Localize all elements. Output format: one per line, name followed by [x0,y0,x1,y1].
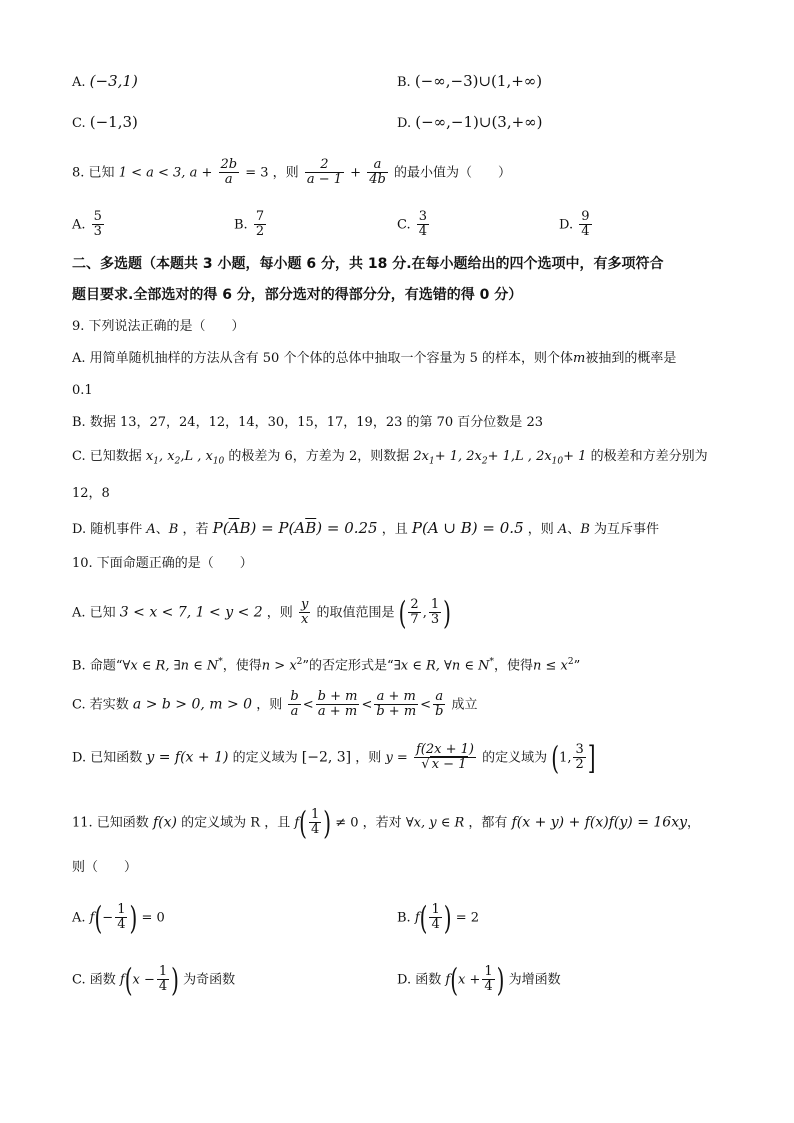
fraction: $\frac{b + m}{a + m}$ [317,689,358,720]
section-header-line2: 题目要求.全部选对的得 6 分，部分选对的得部分分，有选错的得 0 分） [72,287,523,303]
fraction: $\frac{3}{2}$ [575,742,584,773]
fraction: $\frac{1}{4}$ [158,964,168,995]
section-header-line1: 二、多选题（本题共 3 小题，每小题 6 分，共 18 分.在每小题给出的四个选项中，有多项符合 [72,256,664,272]
fraction: $\frac{b}{a}$ [290,689,299,720]
q11-option-b: B. f( $\frac{1}{4}$ ) = 2 [397,898,479,937]
q7-option-b-value: (−∞,−3)∪(1,+∞) [414,72,543,90]
q9-option-c: C. 已知数据 $x_1$, $x_2,L$ , $x_{10}$ 的极差为 6，方差为 2，则数据 $2x_1+ 1$, $2x_2+ 1,L$ , $2x_{10}+ 1$ 的极差和方差分别为 [72,449,708,467]
q9-option-b: B. 数据 13，27，24，12，14，30，15，17，19，23 的第 70 百分位数是 23 [72,415,543,430]
q8-option-d: D. $\frac{9}{4}$ [559,209,590,240]
fraction: $\frac{f(2x + 1)}{√ x - 1}$ [415,742,474,773]
fraction: $\frac{3}{4}$ [418,209,428,240]
fraction: $\frac{7}{2}$ [255,209,265,240]
q10-option-a: A. 已知 3 < x < 7, 1 < y < 2 ，则 $\frac{y}{x}$ 的取值范围是 ( $\frac{2}{7}$ , $\frac{1}{3}$ ) [72,593,451,632]
fraction: $\frac{y}{x}$ [300,597,309,628]
q7-option-a-value: (−3,1) [89,72,138,90]
q10-stem: 10. 下面命题正确的是（ ） [72,556,253,571]
fraction: $\frac{a}{b}$ [435,689,444,720]
q8-option-b: B. $\frac{7}{2}$ [234,209,265,240]
q9-option-a: A. 用简单随机抽样的方法从含有 50 个个体的总体中抽取一个容量为 5 的样本，则个体m被抽到的概率是 [72,351,677,366]
q10-option-c: C. 若实数 a > b > 0, m > 0 ，则 $\frac{b}{a}$ < $\frac{b + m}{a + m}$ < $\frac{a + m}{b + m}$ < $\frac{a}{b}$ 成立 [72,689,478,720]
fraction: $\frac{5}{3}$ [93,209,102,240]
q11-option-c: C. 函数 f(x − $\frac{1}{4}$ ) 为奇函数 [72,960,236,999]
q10-option-b: B. 命题“∀x ∈ R, ∃n ∈ N*，使得$n > x^2$”的否定形式是“∃x ∈ R, ∀n ∈ N*，使得$n \le x^2$” [72,657,581,674]
fraction: $\frac{1}{4}$ [484,964,493,995]
q7-option-d: D. (−∞,−1)∪(3,+∞) [397,113,543,131]
q9-option-a-cont: 0.1 [72,383,93,398]
q9-option-d: D. 随机事件 A、B ，若 $P(\overline{A}B) = P(A\overline{B}) = 0.25$ ，且 P(A ∪ B) = 0.5 ，则 A、B 为互斥事件 [72,519,660,537]
fraction: $\frac{2}{a - 1}$ [306,157,343,188]
fraction: $\frac{1}{4}$ [310,807,320,838]
q11-option-a: A. f(− $\frac{1}{4}$ ) = 0 [72,898,165,937]
q11-stem: 11. 已知函数 f(x) 的定义域为 R ，且 f( $\frac{1}{4}$ ) ≠ 0 ，若对 ∀x, y ∈ R ，都有 f(x + y) + f(x)f(y) = 16xy， [72,803,701,842]
q8-option-a: A. $\frac{5}{3}$ [72,209,102,240]
fraction: $\frac{1}{4}$ [117,902,126,933]
q9-stem: 9. 下列说法正确的是（ ） [72,319,245,334]
fraction: $\frac{1}{4}$ [431,902,440,933]
q8-stem: 8. 已知 1 < a < 3, a + $\frac{2b}{a}$ = 3 ，则 $\frac{2}{a - 1}$ + $\frac{a}{4b}$ 的最小值为（ ） [72,157,511,188]
q11-option-d: D. 函数 f(x + $\frac{1}{4}$ ) 为增函数 [397,960,561,999]
fraction: $\frac{1}{3}$ [430,597,440,628]
q10-option-d: D. 已知函数 y = f(x + 1) 的定义域为 [−2, 3] ，则 y = $\frac{f(2x + 1)}{√ x - 1}$ 的定义域为 (1, $\frac{3}{2}$ ] [72,738,596,777]
q7-option-a: A. (−3,1) [72,72,138,90]
fraction: $\frac{a + m}{b + m}$ [376,689,417,720]
q9-option-c-cont: 12，8 [72,486,110,501]
fraction: $\frac{2b}{a}$ [220,157,238,188]
q8-option-c: C. $\frac{3}{4}$ [397,209,428,240]
fraction: $\frac{9}{4}$ [581,209,590,240]
fraction: $\frac{a}{4b}$ [369,157,386,188]
q7-option-c: C. (−1,3) [72,113,138,131]
q7-option-c-value: (−1,3) [89,113,138,131]
q11-then: 则（ ） [72,860,138,875]
q7-option-d-value: (−∞,−1)∪(3,+∞) [415,113,543,131]
q7-option-b: B. (−∞,−3)∪(1,+∞) [397,72,543,90]
fraction: $\frac{2}{7}$ [410,597,419,628]
